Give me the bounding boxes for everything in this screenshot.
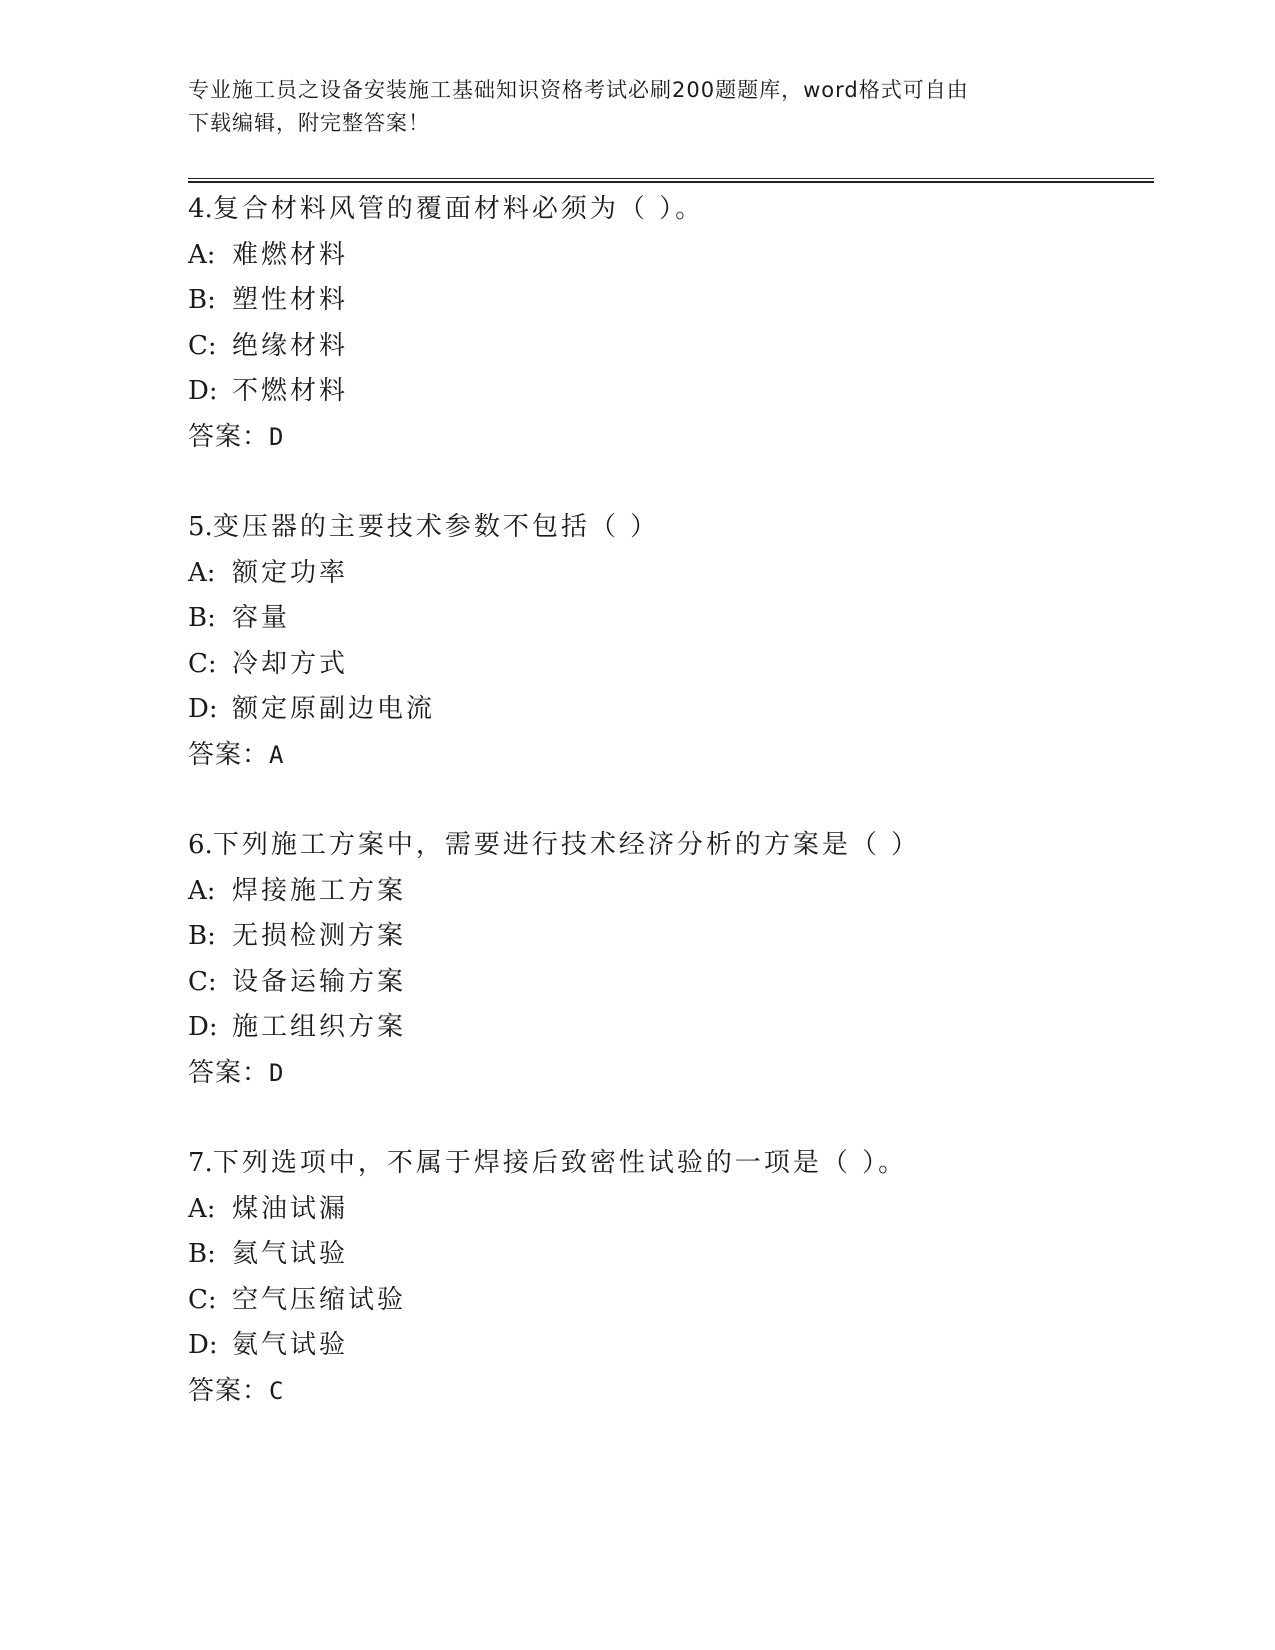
- question-stem: [188, 823, 1148, 869]
- option-text: 空气压缩试验: [232, 1284, 407, 1315]
- option-c: [188, 960, 1148, 1006]
- question-stem: [188, 1141, 1148, 1187]
- option-letter: C:: [188, 1284, 217, 1315]
- answer-value: D: [269, 422, 285, 451]
- question-text: 变压器的主要技术参数不包括（ ）: [212, 512, 660, 542]
- question-number: 6.: [188, 830, 213, 860]
- option-b: [188, 278, 1148, 324]
- option-a: [188, 551, 1148, 597]
- option-text: 施工组织方案: [232, 1012, 407, 1042]
- option-d: [188, 687, 1148, 733]
- option-c: [188, 642, 1148, 688]
- option-text: 设备运输方案: [232, 966, 407, 997]
- option-letter: A:: [188, 875, 216, 906]
- option-letter: B:: [188, 285, 216, 315]
- answer-line: [188, 1051, 1148, 1097]
- question-number: 5.: [188, 512, 213, 542]
- option-text: 难燃材料: [232, 239, 349, 270]
- question-block: [188, 823, 1148, 1096]
- question-block: [188, 1141, 1148, 1414]
- question-number: 4.: [188, 194, 213, 224]
- answer-line: [188, 415, 1148, 461]
- option-a: [188, 869, 1148, 915]
- option-d: [188, 1323, 1148, 1369]
- option-text: 额定原副边电流: [232, 694, 436, 724]
- answer-label: 答案：: [188, 1057, 270, 1088]
- option-letter: C:: [188, 330, 217, 361]
- option-text: 额定功率: [232, 557, 349, 588]
- option-c: [188, 324, 1148, 370]
- question-number: 7.: [188, 1148, 213, 1178]
- option-letter: A:: [188, 239, 216, 270]
- option-letter: C:: [188, 648, 217, 679]
- option-text: 氨气试验: [232, 1330, 349, 1360]
- question-block: [188, 187, 1148, 460]
- option-text: 容量: [232, 603, 291, 633]
- option-b: [188, 1232, 1148, 1278]
- question-list: [188, 187, 1148, 1459]
- option-b: [188, 596, 1148, 642]
- option-letter: A:: [188, 557, 216, 588]
- option-letter: D:: [188, 694, 218, 724]
- answer-value: D: [269, 1058, 285, 1087]
- option-text: 绝缘材料: [232, 330, 349, 361]
- answer-line: [188, 733, 1148, 779]
- answer-label: 答案：: [188, 421, 270, 452]
- header-title-line-2: 下载编辑，附完整答案！: [188, 111, 430, 135]
- option-text: 焊接施工方案: [232, 875, 407, 906]
- option-text: 塑性材料: [232, 285, 349, 315]
- question-text: 下列施工方案中，需要进行技术经济分析的方案是（ ）: [212, 830, 921, 860]
- option-text: 无损检测方案: [232, 921, 407, 951]
- option-c: [188, 1278, 1148, 1324]
- option-letter: D:: [188, 376, 218, 406]
- option-letter: C:: [188, 966, 217, 997]
- document-header: [188, 74, 1088, 140]
- option-a: [188, 233, 1148, 279]
- header-title-line-1: 专业施工员之设备安装施工基础知识资格考试必刷200题题库，word格式可自由: [188, 78, 969, 102]
- option-text: 不燃材料: [232, 376, 349, 406]
- option-letter: D:: [188, 1330, 218, 1360]
- option-d: [188, 1005, 1148, 1051]
- answer-label: 答案：: [188, 1375, 270, 1406]
- question-stem: [188, 187, 1148, 233]
- option-letter: A:: [188, 1193, 216, 1224]
- option-letter: B:: [188, 921, 216, 951]
- option-text: 冷却方式: [232, 648, 349, 679]
- answer-label: 答案：: [188, 739, 270, 770]
- option-text: 煤油试漏: [232, 1193, 349, 1224]
- option-d: [188, 369, 1148, 415]
- option-letter: B:: [188, 1239, 216, 1269]
- option-letter: B:: [188, 603, 216, 633]
- option-b: [188, 914, 1148, 960]
- header-divider: [188, 178, 1154, 183]
- option-a: [188, 1187, 1148, 1233]
- option-letter: D:: [188, 1012, 218, 1042]
- answer-line: [188, 1369, 1148, 1415]
- question-text: 复合材料风管的覆面材料必须为（ ）。: [212, 194, 705, 224]
- option-text: 氦气试验: [232, 1239, 349, 1269]
- question-block: [188, 505, 1148, 778]
- answer-value: C: [269, 1376, 285, 1405]
- question-stem: [188, 505, 1148, 551]
- answer-value: A: [269, 740, 285, 769]
- question-text: 下列选项中，不属于焊接后致密性试验的一项是（ ）。: [212, 1148, 908, 1178]
